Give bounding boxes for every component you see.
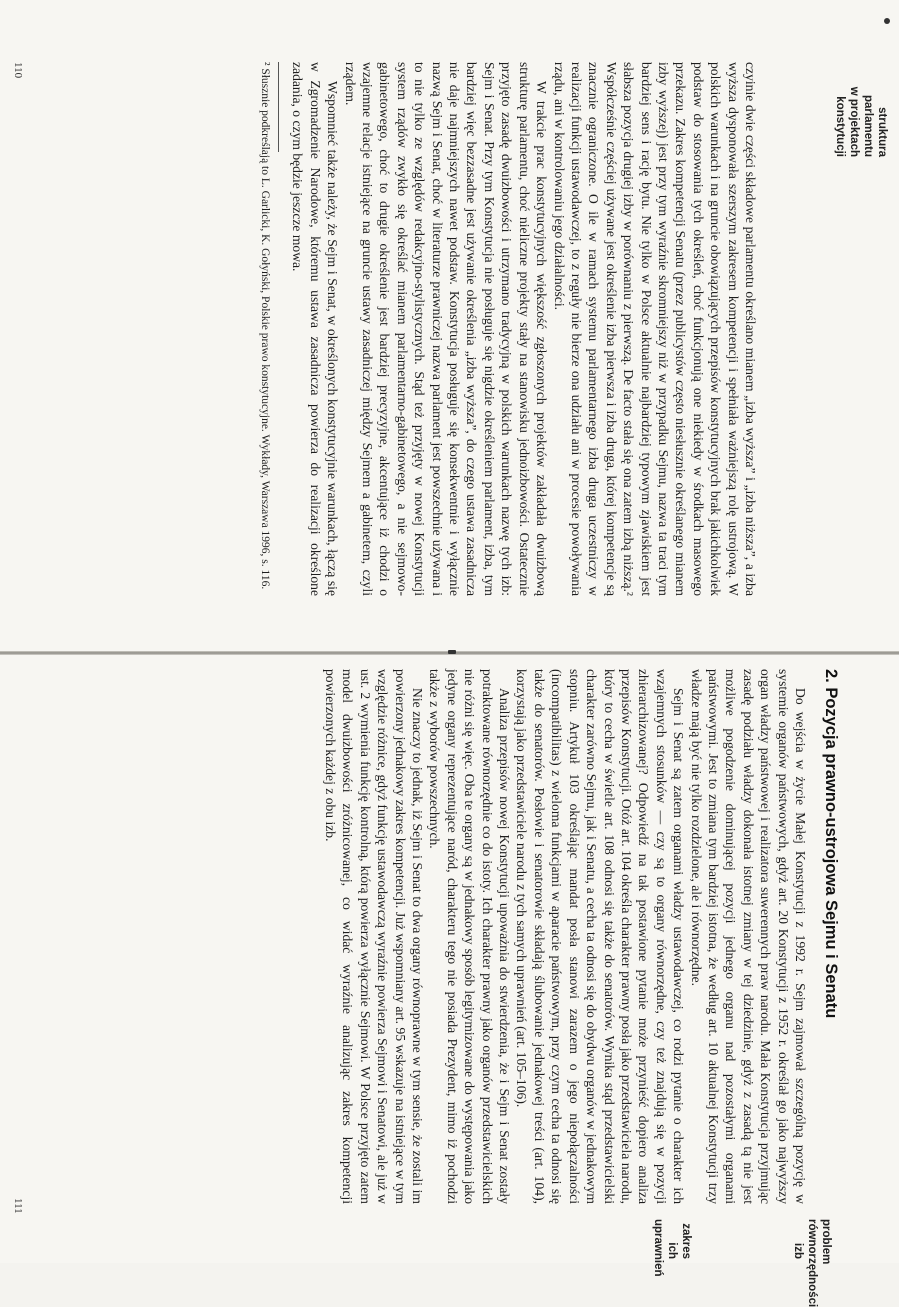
- right-margin-note-1: problem równorzędności izb: [792, 1219, 832, 1307]
- section-heading: 2. Pozycja prawno-ustrojowa Sejmu i Senatu: [822, 669, 840, 1019]
- left-margin-note: [833, 85, 889, 157]
- right-text-column: [322, 669, 841, 1204]
- footnote-divider: [278, 62, 279, 152]
- paragraph: Do wejścia w życie Małej Konstytucji z 1992 r. Sejm zajmował szczególną pozycję w systemie organów państwowych, gdyż art. 20 Konstytucji z 1952 r. określał go jako najwyższy organ władzy państwowej i realizatora suwerennych praw narodu. Mała Konstytucja przyjmując zasadę podziału władzy dokonała istotnej zmiany w tej dziedzinie, gdyż z zasadą tą nie jest możliwe pogodzenie dominującej pozycji jednego organu nad pozostałymi organami państwowymi. Jest to zmiana tym bardziej istotna, że według art. 10 aktualnej Konstytucji trzy władze mają być nie tylko rozdzielone, ale i równorzędne.: [688, 669, 808, 1204]
- paragraph: Analiza przepisów nowej Konstytucji upoważnia do stwierdzenia, że i Sejm i Senat zostały potraktowane równorzędnie co do istoty. Ich charakter prawny jako organów przedstawicielskich nie różni się więc. Oba te organy są w jednakowy sposób legitymizowane do występowania jako jedyne organy reprezentujące naród, charakteru tego nie posiada Prezydent, mimo iż pochodzi także z wyborów powszechnych.: [427, 669, 513, 1204]
- paragraph: czyinie dwie części składowe parlamentu określano mianem „izba wyższa” i „izba niższa”, a izba wyższa dysponowała szerszym zakresem kompetencji i spełniała ważniejszą rolę ustrojową. W polskich warunkach i na gruncie obowiązujących przepisów konstytucyjnych brak jakichkolwiek podstaw do stosowania tych określeń, choć funkcjonują one niekiedy w środkach masowego przekazu. Zakres kompetencji Senatu (przez publicystów często niesłusznie określanego mianem izby wyższej) jest przy tym wyraźnie skromniejszy niż w przypadku Sejmu, nazwa ta traci tym bardziej sens i rację bytu. Nie tylko w Polsce aktualnie najbardziej typowym zjawiskiem jest słabsza pozycja drugiej izby w porównaniu z pierwszą. De facto stała się ona zatem izbą niższą.² Współcześnie częściej używane jest określenie izba pierwsza i izba druga, której kompetencje są znacznie ograniczone. O ile w ramach systemu parlamentarnego izba druga uczestniczy w realizacji funkcji ustawodawczej, to z reguły nie bierze ona udziału ani w procesie powoływania rządu, ani w kontrolowaniu jego działalności.: [551, 62, 758, 596]
- margin-note-text: struktura parlamentu w projektach konstytucji: [834, 86, 888, 157]
- gutter-tick: [448, 650, 456, 654]
- scan-mark: [884, 18, 890, 24]
- right-margin-note-2: zakres ich uprawnień: [652, 1219, 692, 1277]
- paragraph: W trakcie prac konstytucyjnych większość zgłoszonych projektów zakładała dwuizbową strukturę parlamentu, choć nieliczne projekty stały na stanowisku jednoizbowości. Ostatecznie przyjęto zasadę dwuizbowości i utrzymano tradycyjną w polskich warunkach nazwę tych izb: Sejm i Senat. Przy tym Konstytucja nie posługuje się nigdzie określeniem parlament, izba, tym bardziej więc bezzasadne jest używanie określenia „izba wyższa”, do czego ustawa zasadnicza nie daje najmniejszych nawet podstaw. Konstytucja posługuje się konsekwentnie i wyłącznie nazwą Sejm i Senat, choć w literaturze prawniczej nazwa parlament jest powszechnie używana i to nie tylko ze względów redakcyjno-stylistycznych. Stąd też przyjęty w nowej Konstytucji system rządów zwykło się określać mianem parlamentarno-gabinetowego, a nie sejmowo-gabinetowego, choć to drugie określenie jest bardziej precyzyjne, akcentujące iż chodzi o wzajemne relacje istniejące na gruncie ustawy zasadniczej między Sejmem a gabinetem, czyli rządem.: [342, 62, 550, 596]
- footnote: ² Słusznie podkreślają to L. Garlicki, K. Gołyński, Polskie prawo konstytucyjne. Wykłady, Warszawa 1996, s. 116.: [259, 62, 272, 590]
- left-text-column: [258, 62, 759, 596]
- page-number: 111: [12, 1198, 24, 1214]
- paragraph: Wspomnieć także należy, że Sejm i Senat, w określonych konstytucyjnie warunkach, łączą się w Zgromadzenie Narodowe, któremu ustawa zasadnicza powierza do realizacji określone zadania, o czym będzie jeszcze mowa.: [290, 62, 341, 596]
- paragraph: Nie znaczy to jednak, iż Sejm i Senat to dwa organy równoprawne w tym sensie, że zostali im powierzony jednakowy zakres kompetencji. Już wspomniany art. 95 wskazuje na istniejące w tym względzie różnice, gdyż funkcję ustawodawczą wyraźnie powierza Sejmowi i Senatowi, ale już w ust. 2 wymienia funkcję kontrolną, którą powierza wyłącznie Sejmowi. W Polsce przyjęto zatem model dwuizbowości zróżnicowanej, co widać wyraźnie analizując zakres kompetencji powierzonych każdej z obu izb.: [323, 669, 426, 1204]
- page-number: 110: [12, 62, 24, 79]
- paragraph: Sejm i Senat są zatem organami władzy ustawodawczej, co rodzi pytanie o charakter ich wzajemnych stosunków — czy są to organy równorzędne, czy też znajdują się w pozycji zhierarchizowanej? Odpowiedź na tak postawione pytanie może przynieść dopiero analiza przepisów Konstytucji. Otóż art. 104 określa charakter prawny posła jako przedstawiciela narodu, który to cecha w świetle art. 108 odnosi się także do senatorów. Wynika stąd przedstawicielski charakter zarówno Sejmu, jak i Senatu, a cecha ta odnosi się do obydwu organów w jednakowym stopniu. Artykuł 103 określając mandat posła stanowi zarazem o jego niepołączalności (incompatibilitas) z wieloma funkcjami w aparacie państwowym, przy czym cecha ta odnosi się także do senatorów. Posłowie i senatorowie składają ślubowanie jednakowej treści (art. 104), korzystają jako przedstawiciele narodu z tych samych uprawnień (art. 105–106).: [514, 669, 687, 1204]
- right-page: [0, 655, 899, 1307]
